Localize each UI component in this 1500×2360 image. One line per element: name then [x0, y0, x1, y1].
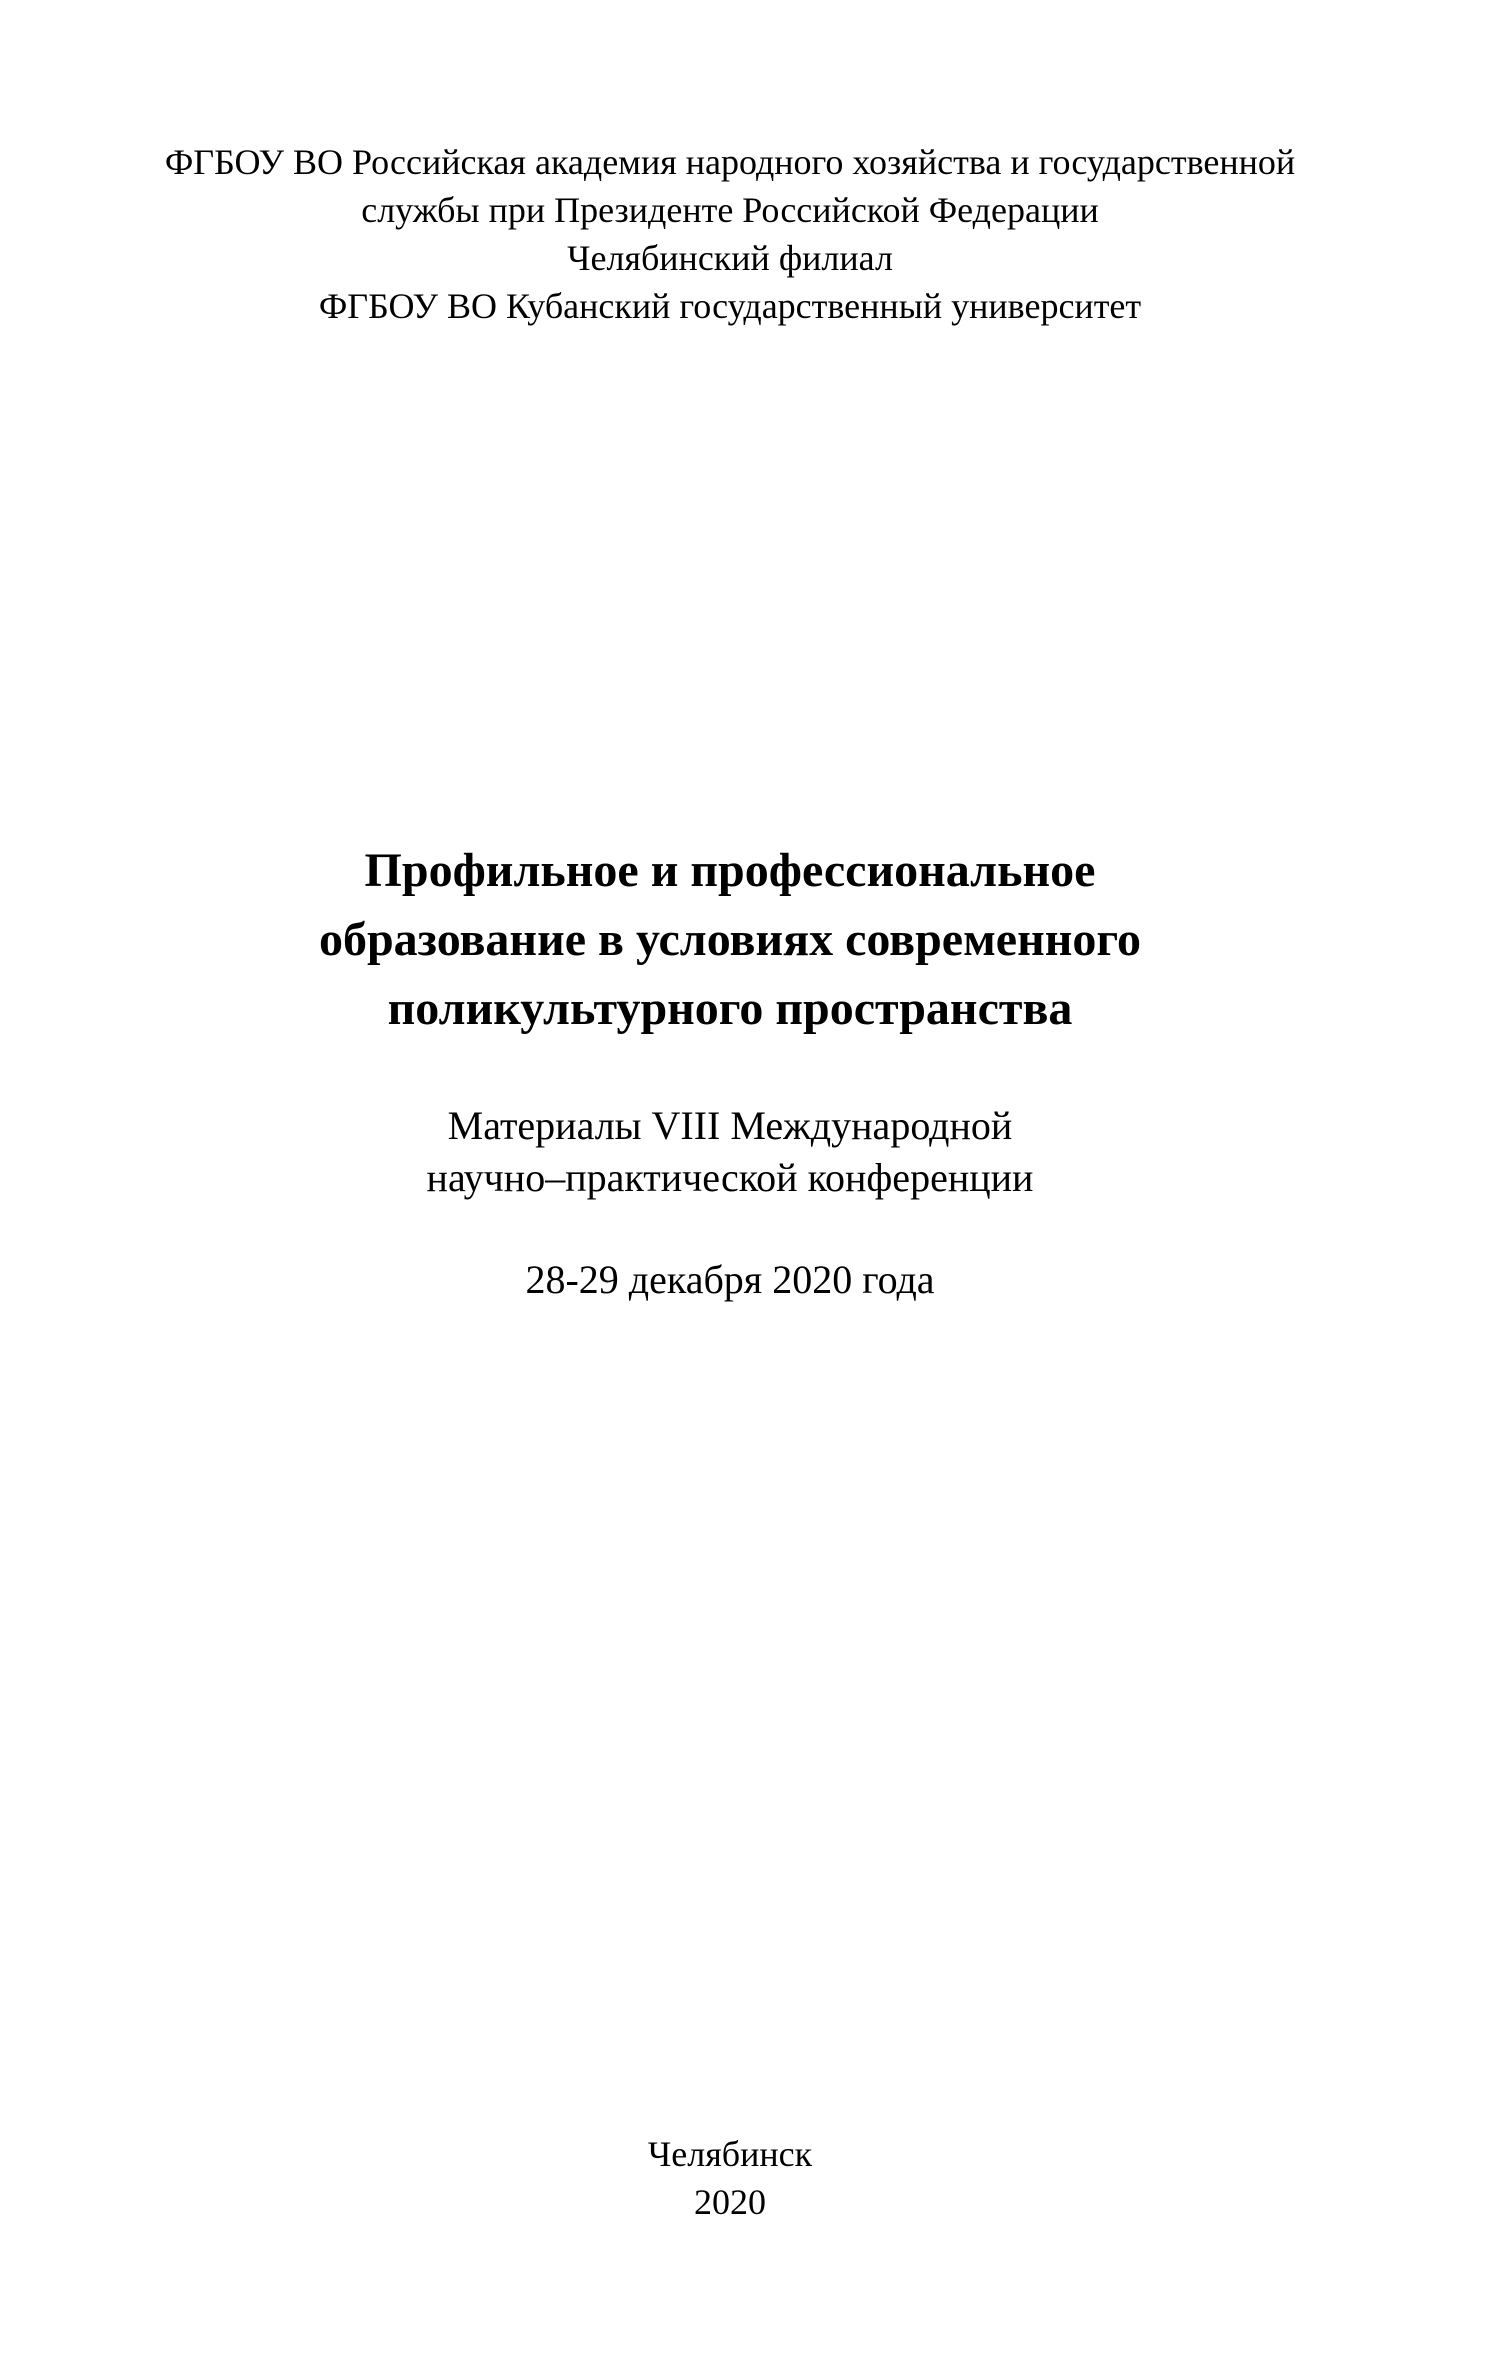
institution-line: службы при Президенте Российской Федерации [361, 190, 1099, 230]
conference-subtitle [60, 1100, 1400, 1204]
book-title-line: образование в условиях современного [318, 913, 1142, 966]
subtitle-line: Материалы VIII Международной [447, 1103, 1013, 1148]
institution-line: ФГБОУ ВО Российская академия народного хозяйства и государственной [164, 142, 1296, 182]
imprint [60, 2130, 1400, 2226]
imprint-year: 2020 [694, 2182, 766, 2222]
institution-line: Челябинский филиал [567, 238, 893, 278]
subtitle-line: научно–практической конференции [426, 1155, 1034, 1200]
book-title-line: Профильное и профессиональное [364, 844, 1096, 897]
book-title [60, 836, 1400, 1043]
institution-line: ФГБОУ ВО Кубанский государственный университет [318, 286, 1142, 326]
conference-date: 28-29 декабря 2020 года [525, 1257, 935, 1302]
imprint-city: Челябинск [647, 2134, 813, 2174]
book-title-line: поликультурного пространства [387, 982, 1073, 1035]
institution-header [60, 138, 1400, 330]
